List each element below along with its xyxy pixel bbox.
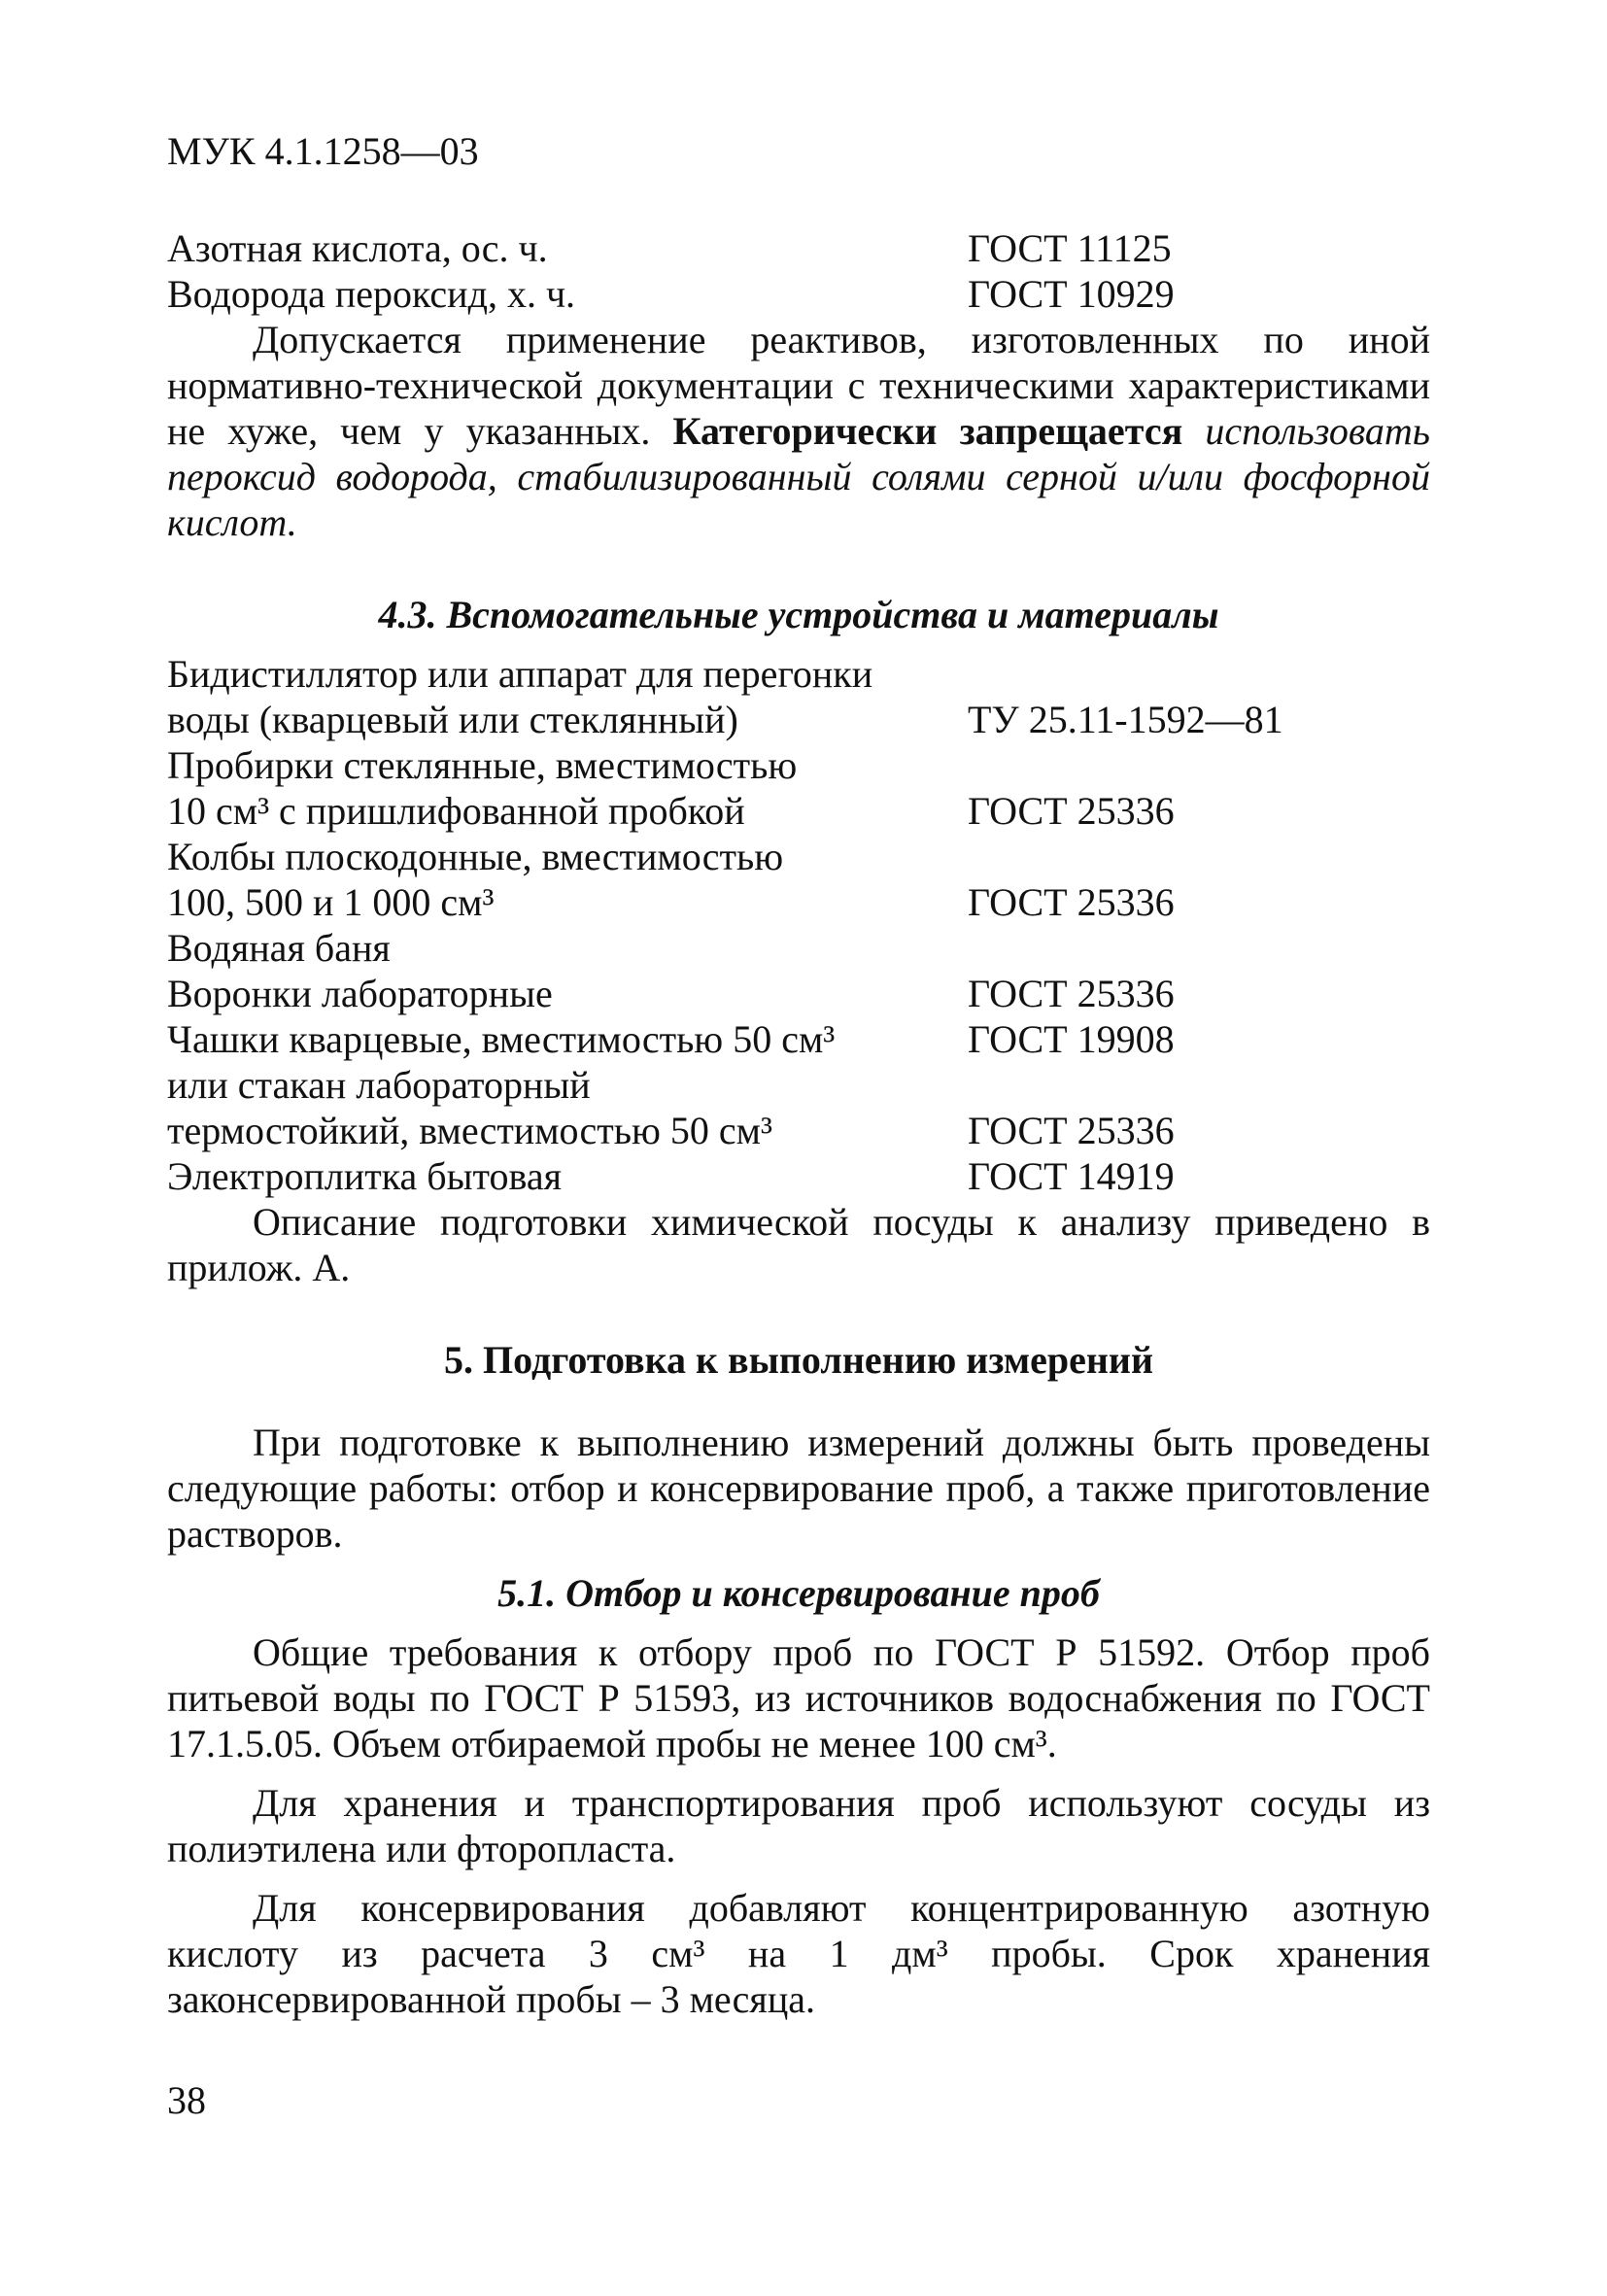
reagent-standard: ГОСТ 10929 [968,272,1175,316]
section-4-3-title: 4.3. Вспомогательные устройства и материалы [378,593,1219,636]
equipment-standard: ГОСТ 14919 [968,1154,1175,1198]
equipment-standard: ГОСТ 25336 [968,789,1175,833]
equipment-item [167,651,1430,742]
equipment-item [167,834,1430,925]
sampling-paragraph-2: Для хранения и транспортирования проб используют сосуды из полиэтилена или фторопласта. [167,1781,1430,1870]
equipment-standard: ГОСТ 25336 [968,972,1175,1015]
reagent-name: Водорода пероксид, х. ч. [167,272,576,316]
equipment-name: Чашки кварцевые, вместимостью 50 см³ [167,1017,836,1061]
reagents-note-italic: использовать пероксид водорода, стабилизированный солями серной и/или фосфорной кислот. [167,409,1431,544]
reagents-note-warning: Категорически запрещается [672,409,1183,453]
reagents-note-text: Допускается применение реактивов, изготовленных по иной нормативно-технической документации с техническими характеристиками не хуже, чем у указанных. [167,318,1430,453]
equipment-standard [968,925,1430,971]
equipment-item [167,742,1430,834]
document-code: МУК 4.1.1258—03 [167,129,479,173]
section-5-1-title: 5.1. Отбор и консервирование проб [497,1571,1100,1615]
reagents-note [167,317,1430,545]
equipment-name: Бидистиллятор или аппарат для перегонки [167,652,873,696]
equipment-name: Колбы плоскодонные, вместимостью [167,835,784,878]
equipment-name: 100, 500 и 1 000 см³ [167,880,495,924]
sampling-paragraph-3: Для консервирования добавляют концентрированную азотную кислоту из расчета 3 см³ на 1 дм³ пробы. Срок хранения законсервированной пробы – 3 месяца. [167,1886,1430,2021]
equipment-name: термостойкий, вместимостью 50 см³ [167,1109,772,1152]
reagent-row [167,225,1430,271]
equipment-item [167,1016,1430,1062]
equipment-standard: ГОСТ 19908 [968,1017,1175,1061]
equipment-standard: ГОСТ 25336 [968,1109,1175,1152]
section-5-title: 5. Подготовка к выполнению измерений [444,1338,1153,1382]
sampling-paragraph-1: Общие требования к отбору проб по ГОСТ Р 51592. Отбор проб питьевой воды по ГОСТ Р 51593, из источников водоснабжения по ГОСТ 17.1.5.05. Объем отбираемой пробы не менее 100 см³. [167,1630,1430,1765]
equipment-item [167,1062,1430,1153]
equipment-name: Водяная баня [167,926,391,970]
reagent-standard: ГОСТ 11125 [968,226,1172,270]
equipment-standard: ГОСТ 25336 [968,880,1175,924]
page-body [167,225,1430,2022]
equipment-name: Пробирки стеклянные, вместимостью [167,743,798,787]
equipment-name: воды (кварцевый или стеклянный) [167,698,738,741]
equipment-name: или стакан лабораторный [167,1063,591,1107]
reagent-row [167,271,1430,317]
section-5-text: При подготовке к выполнению измерений должны быть проведены следующие работы: отбор и консервирование проб, а также приготовление растворов. [167,1421,1430,1556]
equipment-name: Воронки лабораторные [167,972,553,1015]
equipment-name: 10 см³ с пришлифованной пробкой [167,789,745,833]
equipment-item [167,1153,1430,1199]
equipment-note: Описание подготовки химической посуды к анализу приведено в прилож. А. [167,1200,1430,1289]
equipment-item [167,971,1430,1016]
reagent-name: Азотная кислота, ос. ч. [167,226,548,270]
equipment-item [167,925,1430,971]
equipment-name: Электроплитка бытовая [167,1154,562,1198]
equipment-standard: ТУ 25.11-1592—81 [968,698,1283,741]
page-number: 38 [167,2078,206,2122]
